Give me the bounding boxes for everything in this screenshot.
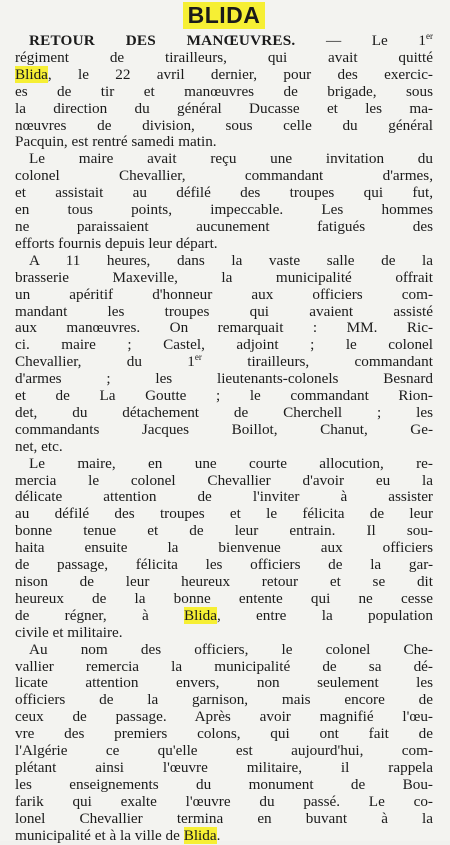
text-line: farik qui exalte l'œuvre du passé. Le co- — [15, 792, 433, 810]
paragraph-3 — [15, 253, 433, 456]
text-line: efforts fournis depuis leur départ. — [15, 234, 218, 252]
text-line: es de tir et manœuvres de brigade, sous — [15, 82, 433, 100]
text-line: colonel Chevallier, commandant d'armes, — [15, 167, 433, 185]
text-line: en tous points, impeccable. Les hommes — [15, 201, 433, 219]
text-line: Chevallier, du 1er tirailleurs, commandant — [15, 352, 433, 371]
text-line: et assistait au défilé des troupes qui fut, — [15, 184, 433, 202]
text-line: ne paraissaient aucunement fatigués des — [15, 217, 433, 235]
text-line: et de La Goutte ; le commandant Rion- — [15, 387, 433, 405]
text-line: ceux de passage. Après avoir magnifié l'œu- — [15, 708, 433, 726]
text-line: Le maire, en une courte allocution, re- — [29, 454, 433, 472]
text-line: l'Algérie ce qu'elle est aujourd'hui, com- — [15, 742, 433, 760]
text-line: A 11 heures, dans la vaste salle de la — [29, 251, 433, 269]
text-line: vallier remercia la municipalité de sa dé- — [15, 657, 433, 675]
highlighted-word: Blida — [184, 606, 217, 624]
text-line: civile et militaire. — [15, 623, 123, 641]
text-line: mercia le colonel Chevallier d'avoir eu la — [15, 471, 433, 489]
paragraph-2 — [15, 151, 433, 252]
text-line: Le maire avait reçu une invitation du — [29, 150, 433, 168]
text-line: Pacquin, est rentré samedi matin. — [15, 133, 217, 151]
superscript: er — [194, 352, 202, 363]
text-line: net, etc. — [15, 437, 63, 455]
text-line: licate attention envers, non seulement les — [15, 674, 433, 692]
text-line: au défilé des troupes et le félicita de leur — [15, 505, 433, 523]
highlighted-word: Blida — [183, 826, 217, 844]
text-line: Au nom des officiers, le colonel Che- — [29, 640, 433, 658]
article-title: BLIDA — [183, 2, 266, 29]
text-line: brasserie Maxeville, la municipalité offrait — [15, 268, 433, 286]
title-wrap — [15, 2, 433, 30]
text-line: Blida, le 22 avril dernier, pour des exercic- — [15, 65, 433, 83]
text-line: ci. maire ; Castel, adjoint ; le colonel — [15, 336, 433, 354]
lead-heading: RETOUR DES MANŒUVRES. — [29, 32, 296, 49]
text-line: haita ensuite la bienvenue aux officiers — [15, 539, 433, 557]
text-line: délicate attention de l'inviter à assister — [15, 488, 433, 506]
text-line: vre des premiers colons, qui ont fait de — [15, 725, 433, 743]
text-line: officiers de la garnison, mais encore de — [15, 691, 433, 709]
text-line: régiment de tirailleurs, qui avait quitté — [15, 48, 433, 66]
paragraph-1 — [15, 30, 433, 151]
text-line: det, du détachement de Cherchell ; les — [15, 403, 433, 421]
text-line: la direction du général Ducasse et les ma- — [15, 99, 433, 117]
text-line: bonne tenue et de leur entrain. Il sou- — [15, 522, 433, 540]
text-line: aux manœuvres. On remarquait : MM. Ric- — [15, 319, 433, 337]
text-line: commandants Jacques Boillot, Chanut, Ge- — [15, 420, 433, 438]
text-line: de passage, félicita les officiers de la gar- — [15, 556, 433, 574]
text-line: les enseignements du monument de Bou- — [15, 775, 433, 793]
text-line: un apéritif d'honneur aux officiers com- — [15, 285, 433, 303]
text-line: heureux de la bonne entente qui ne cesse — [15, 589, 433, 607]
text-line: municipalité et à la ville de Blida. — [15, 826, 221, 844]
paragraph-5 — [15, 642, 433, 845]
text-line: RETOUR DES MANŒUVRES. — Le 1er — [29, 30, 433, 49]
text-line: nœuvres de division, sous celle du général — [15, 116, 433, 134]
text-line: de régner, à Blida, entre la population — [15, 606, 433, 624]
highlighted-word: Blida — [15, 65, 48, 83]
paragraph-4 — [15, 456, 433, 642]
superscript: er — [426, 30, 433, 41]
text-line: mandant les troupes qui avaient assisté — [15, 302, 433, 320]
text-line: nison de leur heureux retour et se dit — [15, 573, 433, 590]
text-line: d'armes ; les lieutenants-colonels Besnard — [15, 370, 433, 388]
text-line: plétant ainsi l'œuvre militaire, il rappela — [15, 758, 433, 776]
text-line: lonel Chevallier termina en buvant à la — [15, 809, 433, 827]
